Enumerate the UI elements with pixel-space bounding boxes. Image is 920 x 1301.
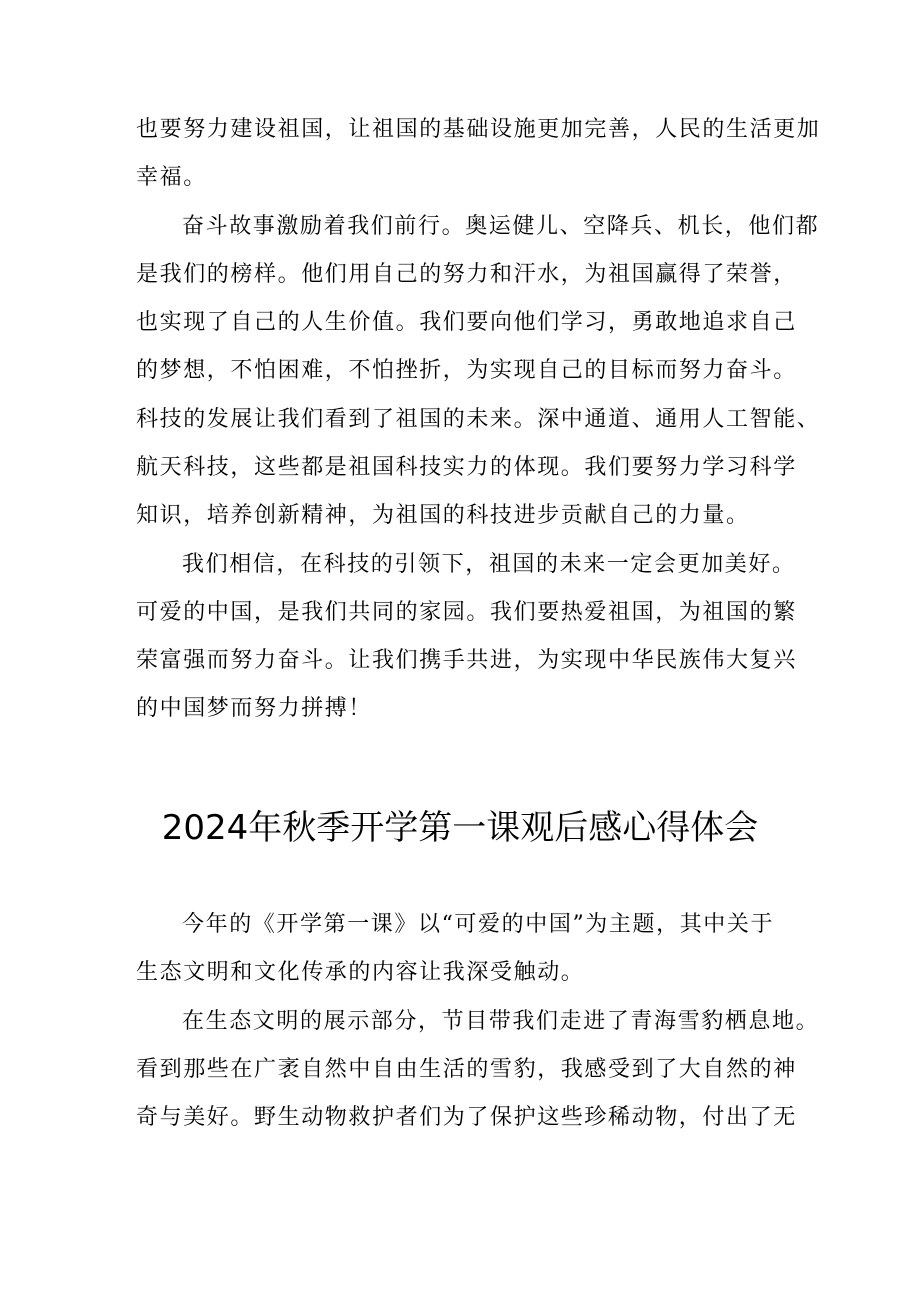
paragraph-line: 是我们的榜样。他们用自己的努力和汗水，为祖国赢得了荣誉， [136, 262, 797, 287]
paragraph-line: 生态文明和文化传承的内容让我深受触动。 [136, 960, 585, 985]
paragraph-line: 的梦想，不怕困难，不怕挫折，为实现自己的目标而努力奋斗。 [136, 358, 797, 383]
paragraph-line: 荣富强而努力奋斗。让我们携手共进，为实现中华民族伟大复兴 [136, 648, 797, 673]
paragraph-line: 航天科技，这些都是祖国科技实力的体现。我们要努力学习科学 [136, 455, 797, 480]
paragraph-line: 在生态文明的展示部分，节目带我们走进了青海雪豹栖息地。 [182, 1009, 820, 1034]
paragraph-line: 今年的《开学第一课》以“可爱的中国”为主题，其中关于 [182, 912, 775, 937]
paragraph-line: 的中国梦而努力拼搏！ [136, 696, 373, 721]
document-title: 2024年秋季开学第一课观后感心得体会 [161, 808, 759, 848]
paragraph-line: 幸福。 [136, 165, 207, 190]
paragraph-line: 知识，培养创新精神，为祖国的科技进步贡献自己的力量。 [136, 503, 750, 528]
paragraph-line: 我们相信，在科技的引领下，祖国的未来一定会更加美好。 [182, 552, 796, 577]
paragraph-line: 可爱的中国，是我们共同的家园。我们要热爱祖国，为祖国的繁 [136, 600, 797, 625]
paragraph-line: 也实现了自己的人生价值。我们要向他们学习，勇敢地追求自己 [136, 310, 797, 335]
paragraph-line: 也要努力建设祖国，让祖国的基础设施更加完善，人民的生活更加 [136, 117, 821, 142]
paragraph-line: 科技的发展让我们看到了祖国的未来。深中通道、通用人工智能、 [136, 407, 821, 432]
paragraph-line: 奋斗故事激励着我们前行。奥运健儿、空降兵、机长，他们都 [182, 214, 820, 239]
paragraph-line: 看到那些在广袤自然中自由生活的雪豹，我感受到了大自然的神 [136, 1057, 797, 1082]
paragraph-line: 奇与美好。野生动物救护者们为了保护这些珍稀动物，付出了无 [136, 1105, 797, 1130]
